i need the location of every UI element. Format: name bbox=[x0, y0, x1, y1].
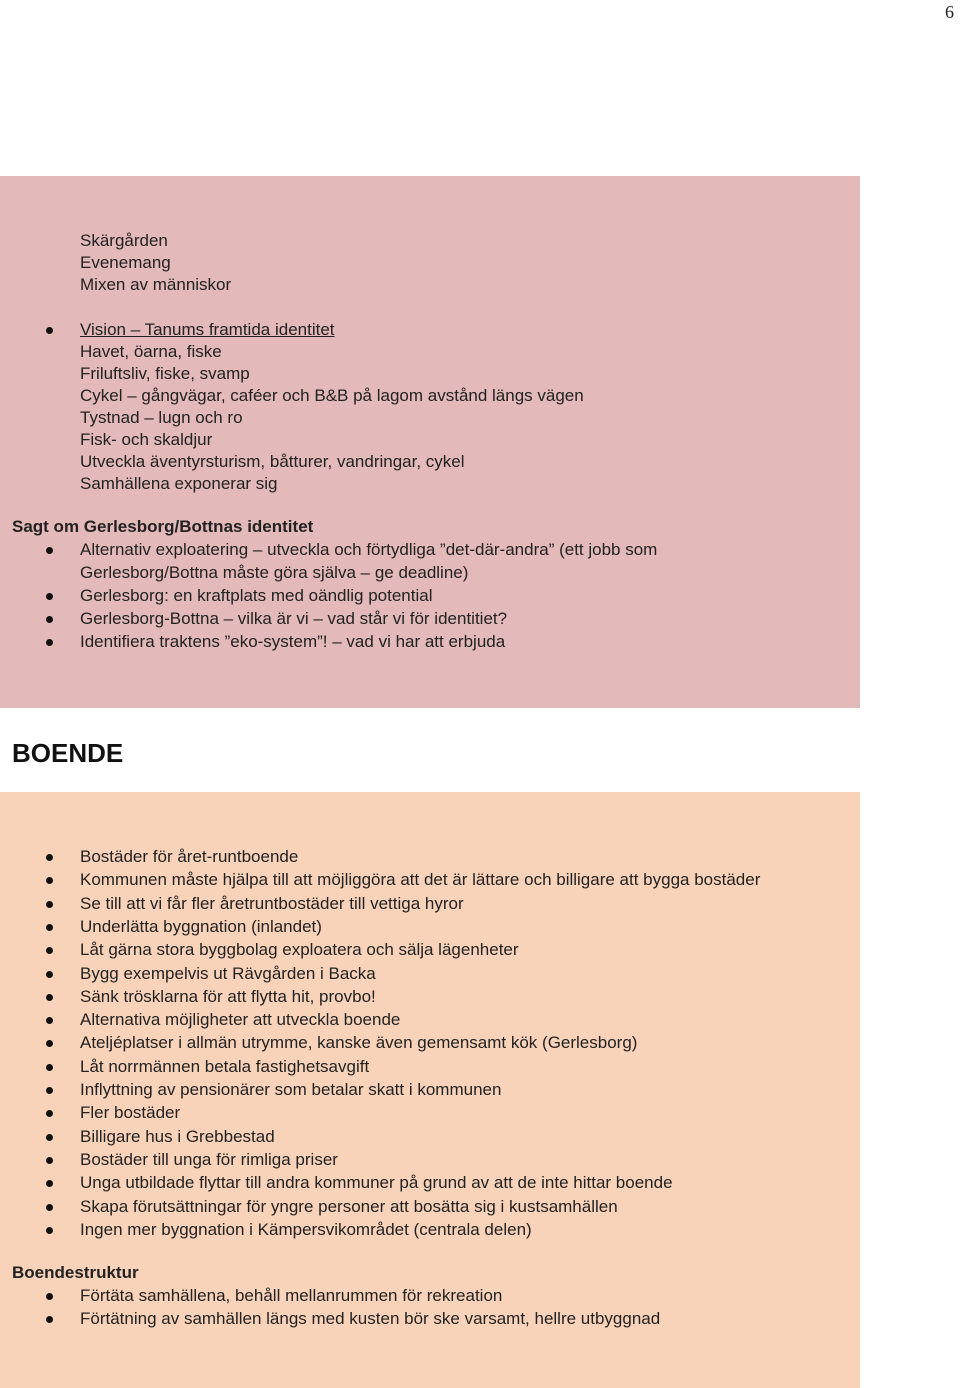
text-line: Evenemang bbox=[80, 253, 171, 272]
list-item: Gerlesborg-Bottna – vilka är vi – vad står vi för identitiet? bbox=[80, 609, 508, 628]
text-line: Friluftsliv, fiske, svamp bbox=[80, 364, 250, 383]
list-item: Gerlesborg: en kraftplats med oändlig potential bbox=[80, 586, 433, 605]
list-item: Förtäta samhällena, behåll mellanrummen för rekreation bbox=[80, 1286, 503, 1305]
list-item: Identifiera traktens ”eko-system”! – vad vi har att erbjuda bbox=[80, 632, 506, 651]
text-line: Skärgården bbox=[80, 231, 168, 250]
bullet-icon bbox=[46, 1064, 53, 1071]
list-item: Skapa förutsättningar för yngre personer att bosätta sig i kustsamhällen bbox=[80, 1197, 618, 1216]
struktur-heading: Boendestruktur bbox=[12, 1263, 139, 1282]
text-line: Utveckla äventyrsturism, båtturer, vandringar, cykel bbox=[80, 452, 465, 471]
list-item: Låt norrmännen betala fastighetsavgift bbox=[80, 1057, 370, 1076]
list-item: Alternativa möjligheter att utveckla boende bbox=[80, 1010, 401, 1029]
list-item: Fler bostäder bbox=[80, 1103, 181, 1122]
bullet-icon bbox=[46, 947, 53, 954]
identity-heading: Sagt om Gerlesborg/Bottnas identitet bbox=[12, 517, 314, 536]
page-number: 6 bbox=[945, 2, 954, 22]
list-item: Alternativ exploatering – utveckla och förtydliga ”det-där-andra” (ett jobb som bbox=[80, 540, 658, 559]
bullet-icon bbox=[46, 1087, 53, 1094]
list-item: Ateljéplatser i allmän utrymme, kanske även gemensamt kök (Gerlesborg) bbox=[80, 1033, 638, 1052]
bullet-icon bbox=[46, 971, 53, 978]
list-item: Bygg exempelvis ut Rävgården i Backa bbox=[80, 964, 376, 983]
bullet-icon bbox=[46, 1017, 53, 1024]
bullet-icon bbox=[46, 1227, 53, 1234]
bullet-icon bbox=[46, 1204, 53, 1211]
list-item: Låt gärna stora byggbolag exploatera och sälja lägenheter bbox=[80, 940, 519, 959]
list-item: Unga utbildade flyttar till andra kommuner på grund av att de inte hittar boende bbox=[80, 1173, 673, 1192]
text-line: Cykel – gångvägar, caféer och B&B på lagom avstånd längs vägen bbox=[80, 386, 584, 405]
bullet-icon bbox=[46, 547, 53, 554]
text-line: Mixen av människor bbox=[80, 275, 232, 294]
list-item: Kommunen måste hjälpa till att möjliggöra att det är lättare och billigare att bygga bostäder bbox=[80, 870, 761, 889]
list-item: Bostäder till unga för rimliga priser bbox=[80, 1150, 338, 1169]
list-item: Se till att vi får fler åretruntbostäder till vettiga hyror bbox=[80, 894, 464, 913]
list-item: Underlätta byggnation (inlandet) bbox=[80, 917, 322, 936]
bullet-icon bbox=[46, 877, 53, 884]
list-item: Förtätning av samhällen längs med kusten bör ske varsamt, hellre utbyggnad bbox=[80, 1309, 661, 1328]
text-line: Samhällena exponerar sig bbox=[80, 474, 278, 493]
bullet-icon bbox=[46, 901, 53, 908]
text-line: Havet, öarna, fiske bbox=[80, 342, 222, 361]
bullet-icon bbox=[46, 593, 53, 600]
list-item: Sänk trösklarna för att flytta hit, provbo! bbox=[80, 987, 376, 1006]
bullet-icon bbox=[46, 639, 53, 646]
list-item: Billigare hus i Grebbestad bbox=[80, 1127, 275, 1146]
list-item: Gerlesborg/Bottna måste göra själva – ge deadline) bbox=[80, 563, 469, 582]
bullet-icon bbox=[46, 924, 53, 931]
list-item: Ingen mer byggnation i Kämpersvikområdet (centrala delen) bbox=[80, 1220, 532, 1239]
bullet-icon bbox=[46, 1180, 53, 1187]
vision-title: Vision – Tanums framtida identitet bbox=[80, 320, 335, 339]
bullet-icon bbox=[46, 1134, 53, 1141]
bullet-icon bbox=[46, 616, 53, 623]
text-line: Tystnad – lugn och ro bbox=[80, 408, 243, 427]
bullet-icon bbox=[46, 1293, 53, 1300]
bullet-icon bbox=[46, 994, 53, 1001]
bullet-icon bbox=[46, 1040, 53, 1047]
bullet-icon bbox=[46, 1157, 53, 1164]
bullet-icon bbox=[46, 1110, 53, 1117]
list-item: Bostäder för året-runtboende bbox=[80, 847, 299, 866]
list-item: Inflyttning av pensionärer som betalar skatt i kommunen bbox=[80, 1080, 502, 1099]
bullet-icon bbox=[46, 327, 53, 334]
bullet-icon bbox=[46, 854, 53, 861]
text-line: Fisk- och skaldjur bbox=[80, 430, 213, 449]
section-title-boende: BOENDE bbox=[12, 738, 124, 768]
bullet-icon bbox=[46, 1316, 53, 1323]
